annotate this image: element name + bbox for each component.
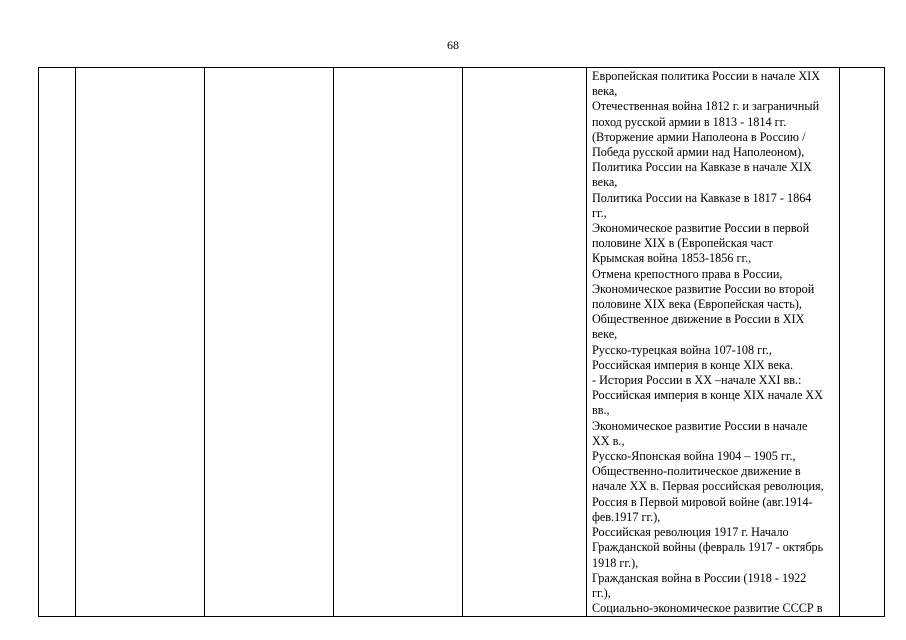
topic-line: начале XX в. Первая российская революция, — [592, 479, 824, 494]
table-container — [38, 67, 884, 616]
topic-line: Победа русской армии над Наполеоном), — [592, 145, 805, 160]
topic-line: Крымская война 1853-1856 гг., — [592, 251, 752, 266]
table-cell-4 — [334, 68, 463, 617]
page-number: 68 — [447, 38, 459, 52]
topic-line: века, — [592, 84, 618, 99]
topic-line: 1918 гг.), — [592, 555, 639, 570]
topic-line: Общественно-политическое движение в — [592, 464, 801, 479]
topic-line: XX в., — [592, 433, 625, 448]
topics-cell — [587, 68, 840, 617]
table-cell-7 — [840, 68, 885, 617]
topic-line: Отечественная война 1812 г. и заграничный — [592, 99, 820, 114]
topic-line: Гражданская война в России (1918 - 1922 — [592, 570, 807, 585]
topic-line: Российская революция 1917 г. Начало — [592, 525, 789, 540]
topic-line: - История России в XX –начале XXI вв.: — [592, 373, 802, 388]
topic-line: века, — [592, 175, 618, 190]
topic-line: Политика России на Кавказе в 1817 - 1864 — [592, 190, 812, 205]
topic-line: Экономическое развитие России в начале — [592, 418, 808, 433]
topic-line: Политика России на Кавказе в начале XIX — [592, 160, 812, 175]
topic-line: половине XIX века (Европейская часть), — [592, 297, 802, 312]
topic-line: гг.), — [592, 585, 611, 600]
table-cell-5 — [463, 68, 587, 617]
topic-line: Отмена крепостного права в России, — [592, 266, 783, 281]
topic-line: Россия в Первой мировой войне (авг.1914- — [592, 494, 813, 509]
topic-line: Российская империя в конце XIX начале XX — [592, 388, 824, 403]
topic-line: Экономическое развитие России в первой — [592, 221, 810, 236]
topic-line: фев.1917 гг.), — [592, 509, 661, 524]
topic-line: Социально-экономическое развитие СССР в — [592, 601, 823, 616]
document-table — [38, 67, 885, 617]
table-cell-2 — [76, 68, 205, 617]
topic-line: Российская империя в конце XIX века. — [592, 357, 794, 372]
table-cell-1 — [39, 68, 76, 617]
topic-line: вв., — [592, 403, 610, 418]
topic-line: веке, — [592, 327, 618, 342]
topic-line: Экономическое развитие России во второй — [592, 281, 815, 296]
topic-line: поход русской армии в 1813 - 1814 гг. — [592, 114, 787, 129]
topic-line: Русско-Японская война 1904 – 1905 гг., — [592, 449, 796, 464]
topic-line: Европейская политика России в начале XIX — [592, 69, 821, 83]
topic-line: гг., — [592, 205, 607, 220]
topic-line: Общественное движение в России в XIX — [592, 312, 805, 327]
topic-line: половине XIX в (Европейская част — [592, 236, 773, 251]
topic-line: Гражданской войны (февраль 1917 - октябрь — [592, 540, 824, 555]
table-row — [39, 68, 885, 617]
table-cell-3 — [205, 68, 334, 617]
topic-line: Русско-турецкая война 107-108 гг., — [592, 342, 772, 357]
topic-line: (Вторжение армии Наполеона в Россию / — [592, 129, 806, 144]
